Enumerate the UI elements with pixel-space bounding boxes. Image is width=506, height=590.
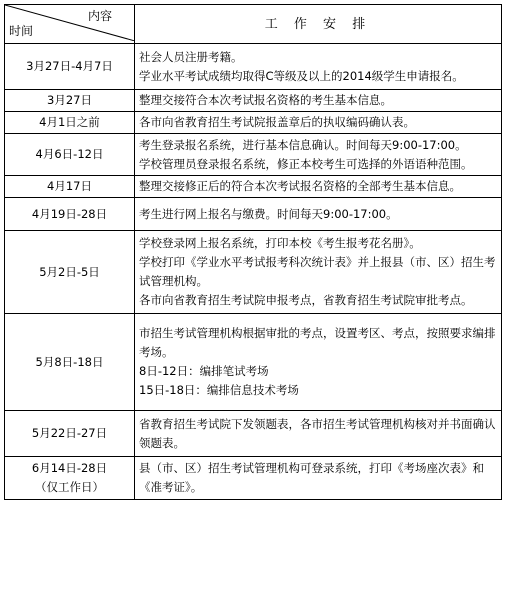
time-cell xyxy=(5,457,135,500)
time-cell xyxy=(5,112,135,134)
header-row xyxy=(5,5,502,44)
time-cell xyxy=(5,176,135,198)
work-line: 各市向省教育招生考试院申报考点，省教育招生考试院审批考点。 xyxy=(139,293,473,307)
work-line: 学校登录网上报名系统，打印本校《考生报考花名册》。 xyxy=(139,236,421,250)
corner-header-cell xyxy=(5,5,135,44)
time-text: 3月27日-4月7日 xyxy=(26,59,113,73)
time-text: 4月1日之前 xyxy=(39,115,100,129)
schedule-row xyxy=(5,90,502,112)
schedule-row xyxy=(5,198,502,231)
time-text: 5月2日-5日 xyxy=(39,264,100,279)
work-cell xyxy=(135,176,502,198)
time-text: 4月6日-12日 xyxy=(35,147,104,161)
time-cell xyxy=(5,44,135,90)
work-cell xyxy=(135,231,502,314)
schedule-row xyxy=(5,44,502,90)
work-line: 8日-12日：编排笔试考场 xyxy=(139,364,269,378)
time-text: 5月22日-27日 xyxy=(31,426,108,440)
time-text: 6月14日-28日 xyxy=(31,461,108,475)
schedule-row xyxy=(5,134,502,176)
time-cell xyxy=(5,314,135,411)
work-header-cell: 工 作 安 排 xyxy=(135,5,502,44)
corner-label-time: 时间 xyxy=(9,24,34,38)
schedule-row xyxy=(5,176,502,198)
schedule-row xyxy=(5,314,502,411)
work-line: 各市向省教育招生考试院报盖章后的执収编码确认表。 xyxy=(139,115,415,129)
work-cell xyxy=(135,411,502,457)
work-cell xyxy=(135,134,502,176)
schedule-row xyxy=(5,457,502,500)
schedule-row xyxy=(5,411,502,457)
work-line: 整理交接修正后的符合本次考试报名资格的全部考生基本信息。 xyxy=(139,179,461,193)
work-line: 省教育招生考试院下发领题表，各市招生考试管理机构核对并书面确认领题表。 xyxy=(139,416,496,450)
work-line: 社会人员注册考籍。 xyxy=(139,49,243,64)
schedule-row xyxy=(5,231,502,314)
time-text: 4月19日-28日 xyxy=(31,206,108,221)
time-cell xyxy=(5,90,135,112)
work-cell xyxy=(135,457,502,500)
work-cell xyxy=(135,44,502,90)
time-cell xyxy=(5,411,135,457)
time-cell xyxy=(5,231,135,314)
time-text: 5月8日-18日 xyxy=(35,354,104,369)
work-cell xyxy=(135,314,502,411)
schedule-row xyxy=(5,112,502,134)
time-text: 4月17日 xyxy=(47,179,92,193)
time-cell xyxy=(5,134,135,176)
time-text: 3月27日 xyxy=(47,93,92,107)
time-text: （仅工作日） xyxy=(35,480,104,494)
work-line: 学校打印《学业水平考试报考科次统计表》并上报县（市、区）招生考试管理机构。 xyxy=(139,255,496,288)
work-line: 学业水平考试成绩均取得C等级及以上的2014级学生申请报名。 xyxy=(139,68,464,83)
work-line: 学校管理员登录报名系统，修正本校考生可选择的外语语种范围。 xyxy=(139,156,473,171)
time-cell xyxy=(5,198,135,231)
work-line: 市招生考试管理机构根据审批的考点，设置考区、考点，按照要求编排考场。 xyxy=(139,326,496,359)
work-line: 考生登录报名系统，进行基本信息确认。时间每天9:00-17:00。 xyxy=(139,137,467,152)
schedule-document xyxy=(4,4,501,586)
work-cell xyxy=(135,90,502,112)
schedule-table xyxy=(4,4,502,500)
work-cell xyxy=(135,198,502,231)
work-line: 考生进行网上报名与缴费。时间每天9:00-17:00。 xyxy=(139,206,398,221)
work-line: 整理交接符合本次考试报名资格的考生基本信息。 xyxy=(139,93,392,107)
work-line: 15日-18日：编排信息技术考场 xyxy=(139,383,299,397)
corner-label-content: 内容 xyxy=(87,9,112,23)
work-cell xyxy=(135,112,502,134)
work-line: 县（市、区）招生考试管理机构可登录系统，打印《考场座次表》和《准考证》。 xyxy=(139,461,484,494)
